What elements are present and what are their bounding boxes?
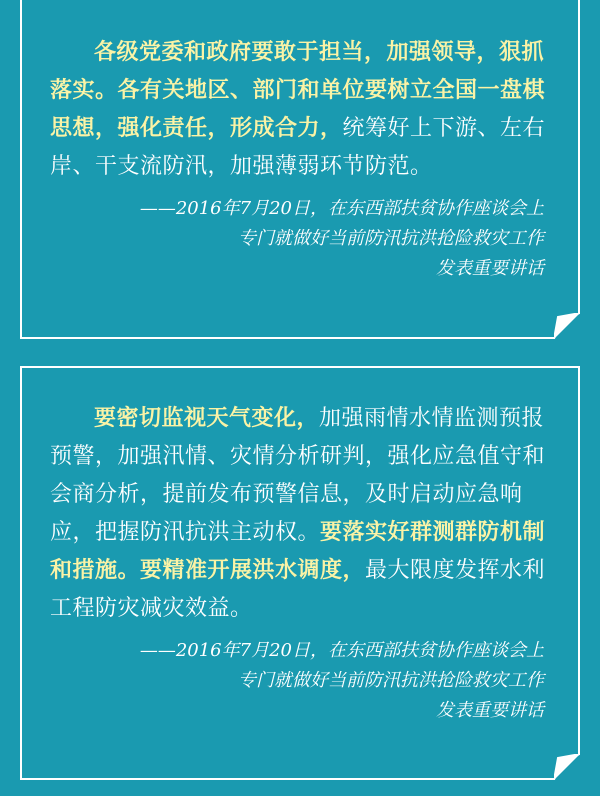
source-line: ——2016年7月20日，在东西部扶贫协作座谈会上 xyxy=(139,640,544,661)
body-text-segment: 统筹好上下游、左右岸、干支流防汛，加强薄弱环节防范。 xyxy=(50,116,546,179)
highlighted-text: 要密切监视天气变化， xyxy=(94,406,320,431)
source-line: 发表重要讲话 xyxy=(436,700,544,721)
highlighted-text: 各级党委和政府要敢于担当，加强领导，狠抓落实。各有关地区、部门和单位要树立全国一盘棋思想，强化责任，形成合力， xyxy=(50,40,546,141)
body-text-segment: 加强雨情水情监测预报预警，加强汛情、灾情分析研判，强化应急值守和会商分析，提前发布预警信息，及时启动应急响应，把握防汛抗洪主动权。 xyxy=(50,406,546,545)
body-text-segment: 最大限度发挥水利工程防灾减灾效益。 xyxy=(50,558,546,621)
source-line: 专门就做好当前防汛抗洪抢险救灾工作 xyxy=(238,228,544,249)
source-line: ——2016年7月20日，在东西部扶贫协作座谈会上 xyxy=(139,198,544,219)
quote-body-1 xyxy=(22,0,578,186)
folded-corner-icon xyxy=(554,313,580,339)
quote-card-2 xyxy=(20,366,580,780)
source-line: 专门就做好当前防汛抗洪抢险救灾工作 xyxy=(238,670,544,691)
quote-card-1 xyxy=(20,0,580,339)
highlighted-text: 要落实好群测群防机制和措施。要精准开展洪水调度， xyxy=(50,520,546,583)
source-line: 发表重要讲话 xyxy=(436,258,544,279)
folded-corner-icon xyxy=(554,754,580,780)
quote-source-1 xyxy=(22,194,544,284)
quote-body-2 xyxy=(22,368,578,628)
quote-source-2 xyxy=(22,636,544,726)
